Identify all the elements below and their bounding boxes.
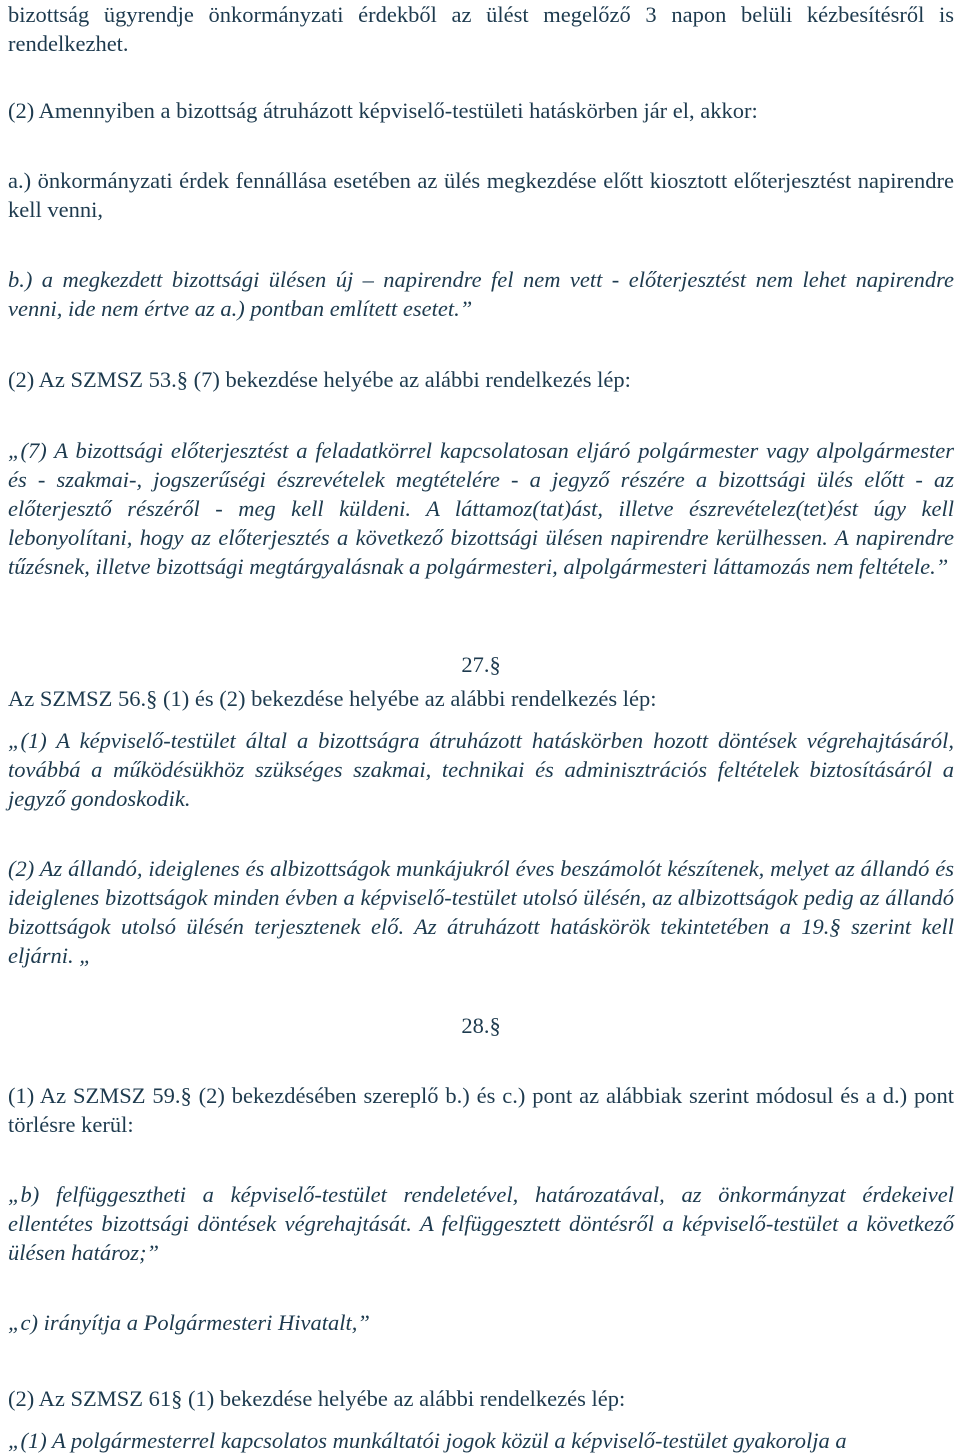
paragraph-quote-59-c: „c) irányítja a Polgármesteri Hivatalt,” xyxy=(8,1310,370,1335)
section-heading-27: 27.§ xyxy=(461,652,501,677)
paragraph-szmsz-59: (1) Az SZMSZ 59.§ (2) bekezdésében szereplő b.) és c.) pont az alábbiak szerint módosul és a d.) pont törlésre kerül: xyxy=(8,1083,954,1137)
paragraph-point-a: a.) önkormányzati érdek fennállása esetében az ülés megkezdése előtt kiosztott előterjesztést napirendre kell venni, xyxy=(8,168,954,222)
paragraph-quote-56-1: „(1) A képviselő-testület által a bizottságra átruházott hatáskörben hozott döntések végrehajtásáról, továbbá a működésükhöz szükséges szakmai, technikai és adminisztrációs feltételek biztosításáról a jegyző gondoskodik. xyxy=(8,728,954,811)
paragraph-quote-7: „(7) A bizottsági előterjesztést a feladatkörrel kapcsolatosan eljáró polgármester vagy alpolgármester és - szakmai-, jogszerűségi észrevételek megtételére - a jegyző részére a bizottsági ülés előtt - az előterjesztő részéről - meg kell küldeni. A láttamoz(tat)ást, illetve észrevételez(tet)ést úgy kell lebonyolítani, hogy az előterjesztés a következő bizottsági ülésen napirendre kerülhessen. A napirendre tűzésnek, illetve bizottsági megtárgyalásnak a polgármesteri, alpolgármesteri láttamozás nem feltétele.” xyxy=(8,438,954,579)
paragraph-quote-59-b: „b) felfüggesztheti a képviselő-testület rendeletével, határozatával, az önkormányzat érdekeivel ellentétes bizottsági döntések végrehajtását. A felfüggesztett döntésről a képviselő-testület a következő ülésen határoz;” xyxy=(8,1182,954,1265)
paragraph-quote-61-1: „(1) A polgármesterrel kapcsolatos munkáltatói jogok közül a képviselő-testület gyakorolja a xyxy=(8,1428,847,1453)
paragraph-szmsz-53: (2) Az SZMSZ 53.§ (7) bekezdése helyébe az alábbi rendelkezés lép: xyxy=(8,367,631,392)
paragraph-quote-56-2: (2) Az állandó, ideiglenes és albizottságok munkájukról éves beszámolót készítenek, melyet az állandó és ideiglenes bizottságok minden évben a képviselő-testület utolsó ülésén, az albizottságok pedig az állandó bizottságok utolsó ülésén terjesztenek elő. Az átruházott hatáskörök tekintetében a 19.§ szerint kell eljárni. „ xyxy=(8,856,954,968)
paragraph-point-b: b.) a megkezdett bizottsági ülésen új – napirendre fel nem vett - előterjesztést nem lehet napirendre venni, ide nem értve az a.) pontban említett esetet.” xyxy=(8,267,954,321)
paragraph-delegated-powers: (2) Amennyiben a bizottság átruházott képviselő-testületi hatáskörben jár el, akkor: xyxy=(8,98,758,123)
paragraph-szmsz-56: Az SZMSZ 56.§ (1) és (2) bekezdése helyébe az alábbi rendelkezés lép: xyxy=(8,686,657,711)
paragraph-szmsz-61: (2) Az SZMSZ 61§ (1) bekezdése helyébe az alábbi rendelkezés lép: xyxy=(8,1386,626,1411)
section-heading-28: 28.§ xyxy=(461,1013,501,1038)
paragraph-committee-rules: bizottság ügyrendje önkormányzati érdekből az ülést megelőző 3 napon belüli kézbesítésről is rendelkezhet. xyxy=(8,2,954,56)
